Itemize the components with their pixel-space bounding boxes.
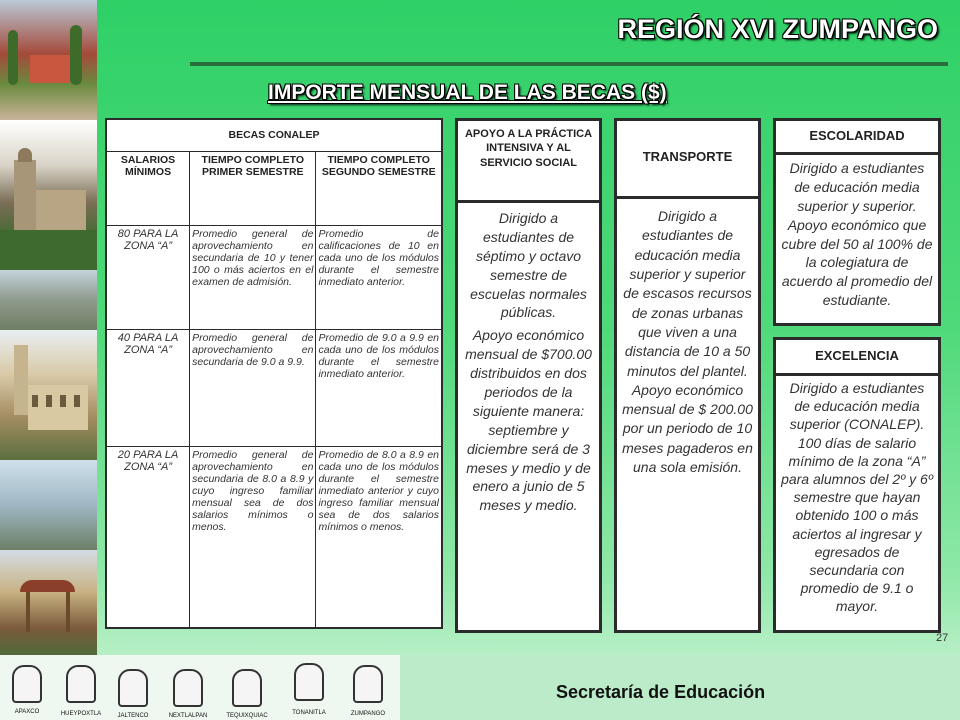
photo-plaza bbox=[0, 0, 97, 120]
photo-square bbox=[0, 460, 97, 550]
photo-palace bbox=[0, 330, 97, 460]
hueypoxtla-glyph-icon bbox=[66, 665, 96, 703]
row-level: 80 PARA LA ZONA “A” bbox=[106, 225, 190, 329]
photo-street bbox=[0, 270, 97, 330]
excelencia-body: Dirigido a estudiantes de educación media superior (CONALEP). 100 días de salario mínimo de la zona “A” para alumnos del 2º y 6º semestre que hayan obtenido 100 o más aciertos al ingresar y egresados de secundaria con promedio de 9.1 o mayor. bbox=[781, 380, 933, 615]
practica-body-amount: Apoyo económico mensual de $700.00 distribuidos en dos periodos de la siguiente manera: septiembre y diciembre será de 3 meses y medio y de enero a junio de 5 meses y medio. bbox=[465, 327, 592, 514]
municipio-label: ZUMPANGO bbox=[350, 711, 386, 717]
transporte-title: TRANSPORTE bbox=[617, 121, 758, 199]
excelencia-box bbox=[773, 337, 941, 633]
municipio-label: APAXCO bbox=[14, 709, 40, 715]
secretaria-label: Secretaría de Educación bbox=[556, 682, 766, 702]
column-header-segundo-semestre: TIEMPO COMPLETO SEGUNDO SEMESTRE bbox=[316, 151, 442, 225]
escolaridad-box bbox=[773, 118, 941, 326]
municipio-label: HUEYPOXTLA bbox=[60, 711, 102, 717]
page-number: 27 bbox=[936, 632, 949, 644]
row-first-semester: Promedio general de aprovechamiento en secundaria de 9.0 a 9.9. bbox=[190, 329, 316, 446]
row-first-semester: Promedio general de aprovechamiento en secundaria de 8.0 a 8.9 y cuyo ingreso familiar mensual sea de dos salarios mínimos o menos. bbox=[190, 446, 316, 628]
row-second-semester: Promedio de 9.0 a 9.9 en cada uno de los módulos durante el semestre inmediato anterior. bbox=[316, 329, 442, 446]
row-first-semester: Promedio general de aprovechamiento en secundaria de 10 y tener 100 o más aciertos en el examen de admisión. bbox=[190, 225, 316, 329]
becas-conalep-title: BECAS CONALEP bbox=[106, 119, 442, 151]
apaxco-glyph-icon bbox=[12, 665, 42, 703]
photo-church bbox=[0, 120, 97, 270]
escolaridad-body: Dirigido a estudiantes de educación media superior y superior. Apoyo económico que cubre del 50 al 100% de la colegiatura de acuerdo al promedio del estudiante. bbox=[781, 160, 933, 309]
transporte-box bbox=[614, 118, 761, 633]
municipio-label: NEXTLALPAN bbox=[168, 713, 208, 719]
table-row bbox=[106, 329, 442, 446]
row-level: 20 PARA LA ZONA “A” bbox=[106, 446, 190, 628]
becas-conalep-table bbox=[105, 118, 443, 629]
jaltenco-glyph-icon bbox=[118, 669, 148, 707]
region-title: REGIÓN XVI ZUMPANGO bbox=[617, 14, 938, 44]
municipio-label: JALTENCO bbox=[117, 713, 149, 719]
row-level: 40 PARA LA ZONA “A” bbox=[106, 329, 190, 446]
practica-body-target: Dirigido a estudiantes de séptimo y octavo semestre de escuelas normales públicas. bbox=[470, 210, 587, 321]
table-row bbox=[106, 225, 442, 329]
municipio-logos bbox=[0, 655, 400, 720]
page-title: IMPORTE MENSUAL DE LAS BECAS ($) bbox=[268, 81, 667, 104]
photo-strip bbox=[0, 0, 97, 655]
escolaridad-title: ESCOLARIDAD bbox=[776, 121, 938, 155]
municipio-label: TONANITLA bbox=[292, 710, 326, 716]
column-header-salarios: SALARIOS MÍNIMOS bbox=[106, 151, 190, 225]
row-second-semester: Promedio de 8.0 a 8.9 en cada uno de los módulos durante el semestre inmediato anterior y cuyo ingreso familiar mensual sea de dos salarios mínimos o menos. bbox=[316, 446, 442, 628]
municipio-label: TEQUIXQUIAC bbox=[226, 713, 268, 719]
header-rule bbox=[190, 62, 948, 66]
column-header-primer-semestre: TIEMPO COMPLETO PRIMER SEMESTRE bbox=[190, 151, 316, 225]
zumpango-glyph-icon bbox=[353, 665, 383, 703]
practica-title: APOYO A LA PRÁCTICA INTENSIVA Y AL SERVICIO SOCIAL bbox=[458, 121, 599, 203]
tonanitla-glyph-icon bbox=[294, 663, 324, 701]
tequixquiac-glyph-icon bbox=[232, 669, 262, 707]
table-row bbox=[106, 446, 442, 628]
nextlalpan-glyph-icon bbox=[173, 669, 203, 707]
transporte-body: Dirigido a estudiantes de educación media superior y superior de escasos recursos de zonas urbanas que viven a una distancia de 10 a 50 minutos del plantel. Apoyo económico mensual de $ 200.00 por un periodo de 10 meses pagaderos en una sola emisión. bbox=[622, 208, 753, 476]
row-second-semester: Promedio de calificaciones de 10 en cada uno de los módulos durante el semestre inmediato anterior. bbox=[316, 225, 442, 329]
practica-box bbox=[455, 118, 602, 633]
photo-kiosk bbox=[0, 550, 97, 655]
excelencia-title: EXCELENCIA bbox=[776, 340, 938, 376]
practica-body bbox=[458, 203, 599, 521]
